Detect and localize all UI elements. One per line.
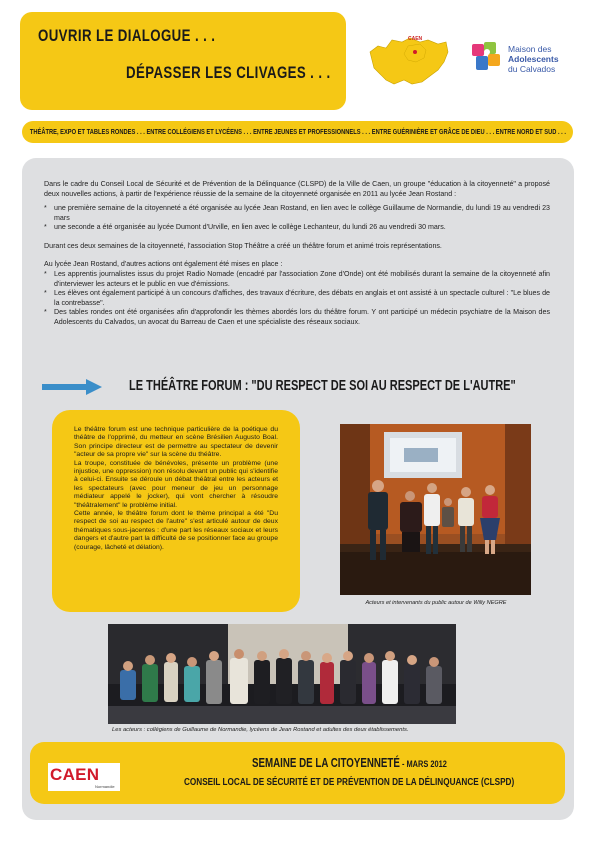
intro-list-item: * Les apprentis journalistes issus du projet Radio Nomade (encadré par l'association Zone d'Onde) ont été mobilisés durant la semaine de la citoyenneté afin d'interviewer les acteurs et le public en vue d'émissions. [44, 270, 550, 289]
forum-description-text [74, 426, 278, 552]
maison-adolescents-logo [470, 40, 590, 85]
intro-list-1 [44, 204, 550, 233]
footer-title [252, 756, 447, 770]
forum-paragraph: Le théâtre forum est une technique particulière de la poétique du théâtre de l'opprimé, du metteur en scène Brésilien Augusto Boal. Son principe directeur est de permettre au spectateur de devenir "acteur de sa propre vie" sur la scène du théâtre. [74, 426, 278, 459]
intro-paragraph: Durant ces deux semaines de la citoyenneté, l'association Stop Théâtre a créé un théâtre forum et animé trois représentations. [44, 241, 442, 250]
intro-list-item: * une seconde a été organisée au lycée Dumont d'Urville, en lien avec le collège Lechanteur, du lundi 26 au vendredi 30 mars. [44, 223, 550, 233]
arrow-right-icon [40, 377, 104, 397]
intro-list-item: * Des tables rondes ont été organisées afin d'approfondir les thèmes abordés lors du théâtre forum. Y ont participé un médecin psychiatre de la Maison des Adolescents du Calvados, un avocat du Barreau de Caen et une spécialiste des réseaux sociaux. [44, 308, 550, 327]
photo-actors [108, 624, 456, 724]
intro-paragraph: Au lycée Jean Rostand, d'autres actions ont également été mises en place : [44, 260, 283, 269]
header-title-line2: DÉPASSER LES CLIVAGES . . . [126, 63, 331, 82]
photo-actors-image [108, 624, 456, 724]
photo-presenters [340, 424, 531, 595]
intro-list-2 [44, 270, 550, 328]
caen-logo-text: CAEN [50, 765, 100, 784]
photo-presenters-image [340, 424, 531, 595]
intro-paragraph: Dans le cadre du Conseil Local de Sécurité et de Prévention de la Délinquance (CLSPD) de la Ville de Caen, un groupe "éducation à la citoyenneté" a proposé deux nouvelles actions, à partir de l'expérience réussie de la semaine de la citoyenneté organisée en 2011 au lycée Jean Rostand : [44, 180, 550, 198]
mdac-logo-line3: du Calvados [508, 64, 556, 74]
mdac-logo-icon [470, 40, 504, 74]
intro-list-item: * Les élèves ont également participé à un concours d'affiches, des travaux d'écriture, des débats en anglais et ont assisté à un spectacle culturel : "Le blues de la contrebasse". [44, 289, 550, 308]
intro-list-item: * une première semaine de la citoyenneté a été organisée au lycée Jean Rostand, en lien avec le collège Guillaume de Normandie, du lundi 19 au vendredi 23 mars [44, 204, 550, 223]
photo-actors-caption: Les acteurs : collégiens de Guillaume de Normandie, lycéens de Jean Rostand et adultes des deux établissements. [112, 727, 409, 733]
theme-banner [22, 121, 573, 143]
mdac-logo-line1: Maison des [508, 44, 552, 54]
footer-title-main: SEMAINE DE LA CITOYENNETÉ [252, 756, 400, 770]
footer-subtitle: CONSEIL LOCAL DE SÉCURITÉ ET DE PRÉVENTION DE LA DÉLINQUANCE (CLSPD) [184, 776, 515, 788]
mdac-logo-text [508, 44, 559, 74]
intro-text [44, 180, 550, 332]
forum-paragraph: La troupe, constituée de bénévoles, présente un problème (une injustice, une oppression) non résolu devant un public qui s'identifie à celui-ci. Ensuite se déroule un débat théâtral entre les acteurs et les spectateurs (avec pour meneur de jeu un personnage médiateur appelé le jocker), qui vont chercher à résoudre "théâtralement" le problème initial. [74, 459, 278, 509]
map-caen-label: CAEN [408, 36, 423, 42]
photo-presenters-caption: Acteurs et intervenants du public autour de Willy NEGRE [365, 600, 507, 606]
footer-title-date: - MARS 2012 [399, 759, 447, 770]
caen-logo-subtext: Normandie [95, 784, 115, 789]
mdac-logo-line2: Adolescents [508, 54, 559, 64]
section-title: LE THÉÂTRE FORUM : "DU RESPECT DE SOI AU RESPECT DE L'AUTRE" [129, 378, 516, 394]
header-title-line1: OUVRIR LE DIALOGUE . . . [38, 26, 216, 45]
forum-paragraph: Cette année, le théâtre forum dont le thème principal a été "Du respect de soi au respect de l'autre" s'est articulé autour de deux thématiques sous-jacentes : d'une part les réseaux sociaux et leurs dangers et d'autre part la difficulté de se positionner face au groupe (courage, lâcheté et délation). [74, 510, 278, 551]
calvados-map-icon [368, 34, 450, 88]
theme-banner-text: THÉÂTRE, EXPO ET TABLES RONDES . . . ENTRE COLLÉGIENS ET LYCÉENS . . . ENTRE JEUNES ET PROFESSIONNELS . . . ENTRE GUÉRINIÈRE ET GRÂCE DE DIEU . . . ENTRE NORD ET SUD . . . [29, 128, 566, 136]
